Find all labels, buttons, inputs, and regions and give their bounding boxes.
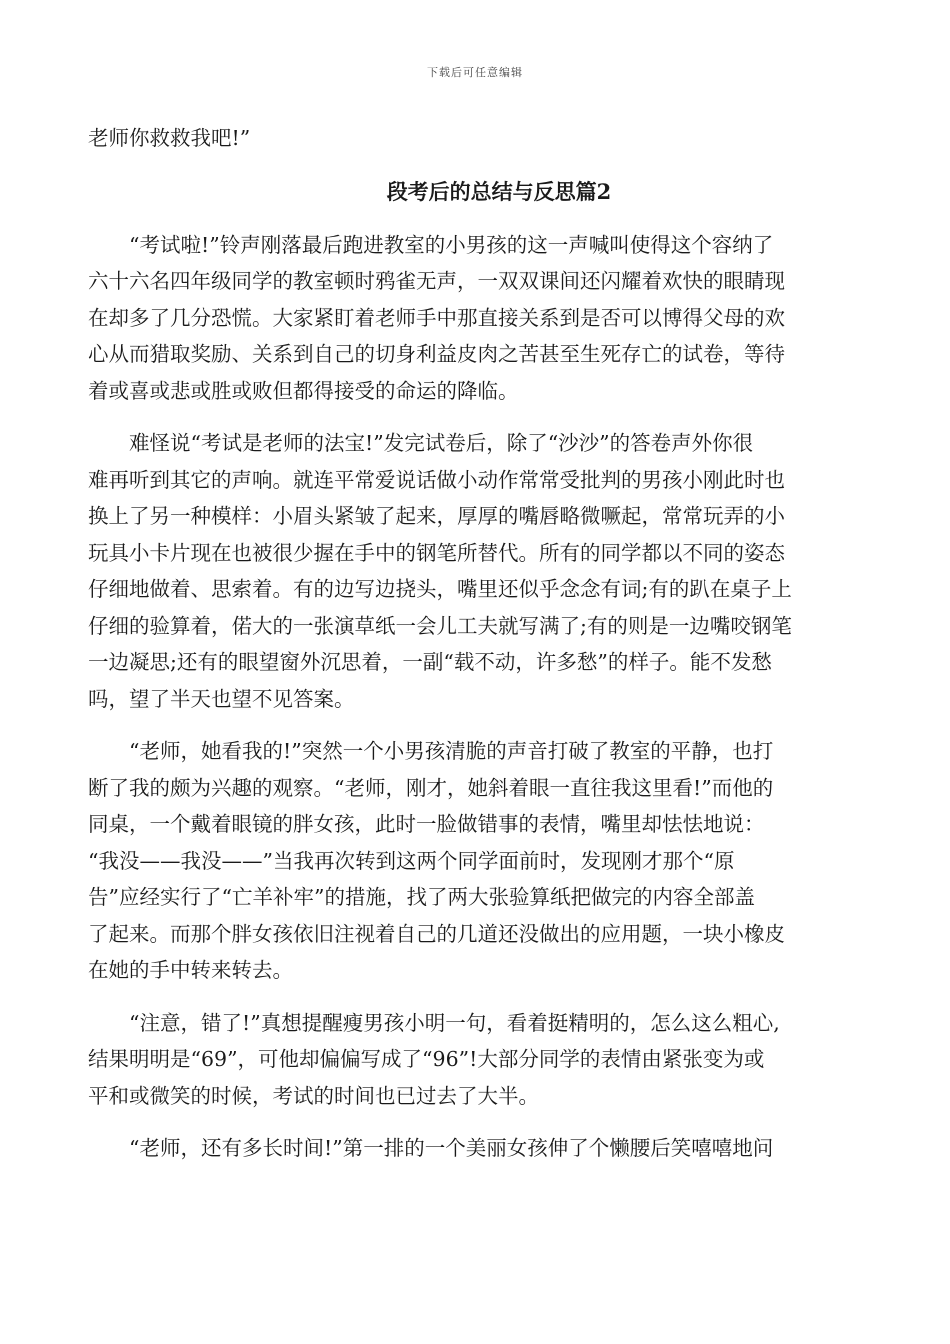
paragraph-line: 换上了另一种模样：小眉头紧皱了起来，厚厚的嘴唇略微噘起，常常玩弄的小 [88,504,785,528]
page-header-note: 下载后可任意编辑 [427,66,523,79]
paragraph-line: 了起来。而那个胖女孩依旧注视着自己的几道还没做出的应用题，一块小橡皮 [88,921,785,946]
paragraph-line: “注意，错了!”真想提醒瘦男孩小明一句，看着挺精明的，怎么这么粗心, [129,1010,780,1035]
paragraph-line: “考试啦!”铃声刚落最后跑进教室的小男孩的这一声喊叫使得这个容纳了 [129,232,774,257]
intro-line: 老师你救救我吧!” [88,126,251,150]
paragraph-line: “老师，她看我的!”突然一个小男孩清脆的声音打破了教室的平静，也打 [129,739,774,763]
paragraph-line: 一边凝思;还有的眼望窗外沉思着，一副“载不动，许多愁”的样子。能不发愁 [88,650,772,674]
paragraph-line: 在她的手中转来转去。 [88,958,293,982]
paragraph [88,733,858,989]
paragraph-line: 在却多了几分恐慌。大家紧盯着老师手中那直接关系到是否可以博得父母的欢 [88,305,785,330]
paragraph-line: “老师，还有多长时间!”第一排的一个美丽女孩伸了个懒腰后笑嘻嘻地问 [129,1136,774,1160]
paragraph [88,227,858,410]
paragraph-line: 同桌，一个戴着眼镜的胖女孩，此时一脸做错事的表情，嘴里却怯怯地说： [88,812,765,836]
paragraph-line: 玩具小卡片现在也被很少握在手中的钢笔所替代。所有的同学都以不同的姿态 [88,540,785,565]
document-body [88,120,858,1183]
paragraph-list [88,227,858,1167]
section-title: 段考后的总结与反思篇2 [386,178,612,204]
paragraph [88,425,858,717]
paragraph-line: 平和或微笑的时候，考试的时间也已过去了大半。 [88,1083,539,1108]
paragraph-line: 心从而猎取奖励、关系到自己的切身利益皮肉之苦甚至生死存亡的试卷，等待 [88,342,785,366]
paragraph-line: 断了我的颇为兴趣的观察。“老师，刚才，她斜着眼一直往我这里看!”而他的 [88,775,774,800]
paragraph-line: 仔细的验算着，偌大的一张演草纸一会儿工夫就写满了;有的则是一边嘴咬钢笔 [88,613,792,638]
paragraph-line: 难再听到其它的声响。就连平常爱说话做小动作常常受批判的男孩小刚此时也 [88,467,785,492]
paragraph [88,1005,858,1115]
paragraph-line: 难怪说“考试是老师的法宝!”发完试卷后，除了“沙沙”的答卷声外你很 [129,431,754,455]
paragraph-line: 吗，望了半天也望不见答案。 [88,686,355,711]
paragraph-line: 着或喜或悲或胜或败但都得接受的命运的降临。 [88,378,519,403]
paragraph [88,1130,858,1167]
paragraph-line: 告”应经实行了“亡羊补牢”的措施，找了两大张验算纸把做完的内容全部盖 [88,885,755,909]
paragraph-line: 六十六名四年级同学的教室顿时鸦雀无声，一双双课间还闪耀着欢快的眼睛现 [88,269,785,293]
paragraph-line: 仔细地做着、思索着。有的边写边挠头，嘴里还似乎念念有词;有的趴在桌子上 [88,577,792,601]
paragraph-line: “我没——我没——”当我再次转到这两个同学面前时，发现刚才那个“原 [88,848,735,873]
paragraph-line: 结果明明是“69”，可他却偏偏写成了“96”!大部分同学的表情由紧张变为或 [88,1047,765,1071]
